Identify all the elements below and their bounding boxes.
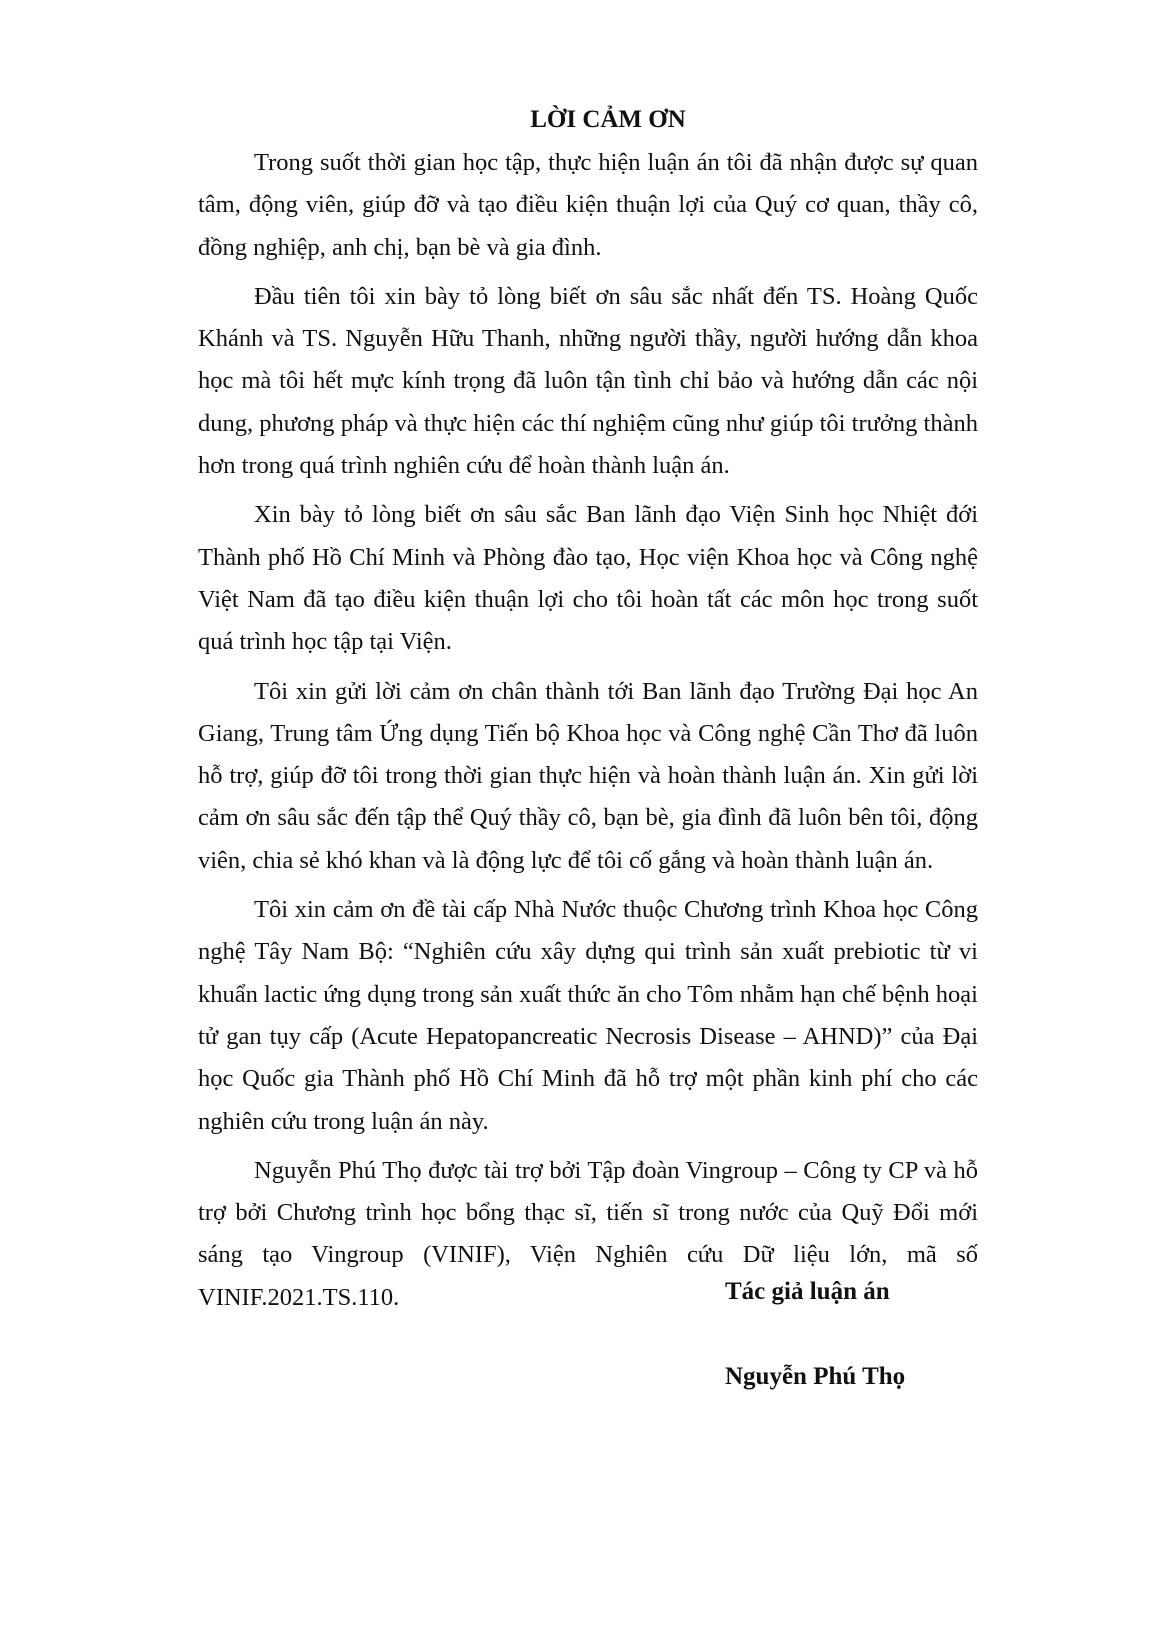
page-title: LỜI CẢM ƠN (530, 106, 686, 133)
paragraph-5: Tôi xin cảm ơn đề tài cấp Nhà Nước thuộc Chương trình Khoa học Công nghệ Tây Nam Bộ: “Nghiên cứu xây dựng qui trình sản xuất prebiotic từ vi khuẩn lactic ứng dụng trong sản xuất thức ăn cho Tôm nhằm hạn chế bệnh hoại tử gan tụy cấp (Acute Hepatopancreatic Necrosis Disease – AHND)” của Đại học Quốc gia Thành phố Hồ Chí Minh đã hỗ trợ một phần kinh phí cho các nghiên cứu trong luận án này. (198, 896, 978, 1135)
paragraph-2: Đầu tiên tôi xin bày tỏ lòng biết ơn sâu sắc nhất đến TS. Hoàng Quốc Khánh và TS. Nguyễn Hữu Thanh, những người thầy, người hướng dẫn khoa học mà tôi hết mực kính trọng đã luôn tận tình chỉ bảo và hướng dẫn các nội dung, phương pháp và thực hiện các thí nghiệm cũng như giúp tôi trưởng thành hơn trong quá trình nghiên cứu để hoàn thành luận án. (198, 282, 978, 480)
acknowledgements-page (198, 103, 978, 1326)
paragraph-6: Nguyễn Phú Thọ được tài trợ bởi Tập đoàn Vingroup – Công ty CP và hỗ trợ bởi Chương trình học bổng thạc sĩ, tiến sĩ trong nước của Quỹ Đổi mới sáng tạo Vingroup (VINIF), Viện Nghiên cứu Dữ liệu lớn, mã số VINIF.2021.TS.110. (198, 1156, 978, 1311)
paragraph-4: Tôi xin gửi lời cảm ơn chân thành tới Ban lãnh đạo Trường Đại học An Giang, Trung tâm Ứng dụng Tiến bộ Khoa học và Công nghệ Cần Thơ đã luôn hỗ trợ, giúp đỡ tôi trong thời gian thực hiện và hoàn thành luận án. Xin gửi lời cảm ơn sâu sắc đến tập thể Quý thầy cô, bạn bè, gia đình đã luôn bên tôi, động viên, chia sẻ khó khan và là động lực để tôi cố gắng và hoàn thành luận án. (198, 677, 978, 874)
paragraph-1: Trong suốt thời gian học tập, thực hiện luận án tôi đã nhận được sự quan tâm, động viên, giúp đỡ và tạo điều kiện thuận lợi của Quý cơ quan, thầy cô, đồng nghiệp, anh chị, bạn bè và gia đình. (198, 149, 978, 261)
signature-name: Nguyễn Phú Thọ (725, 1363, 906, 1390)
paragraph-3: Xin bày tỏ lòng biết ơn sâu sắc Ban lãnh đạo Viện Sinh học Nhiệt đới Thành phố Hồ Chí Minh và Phòng đào tạo, Học viện Khoa học và Công nghệ Việt Nam đã tạo điều kiện thuận lợi cho tôi hoàn tất các môn học trong suốt quá trình học tập tại Viện. (198, 501, 978, 656)
signature-role: Tác giả luận án (725, 1278, 890, 1305)
